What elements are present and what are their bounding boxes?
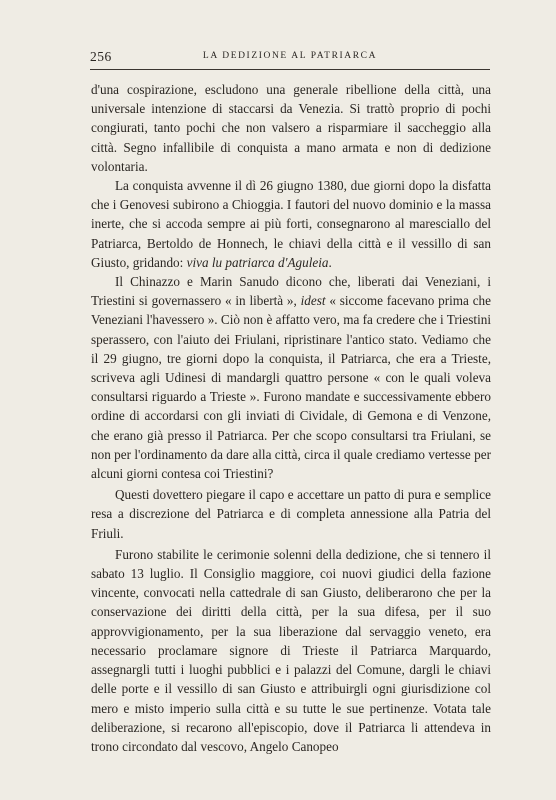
running-title: LA DEDIZIONE AL PATRIARCA: [202, 51, 378, 61]
italic-quote: viva lu patriarca d'Aguleia: [186, 254, 329, 270]
paragraph-5: Furono stabilite le cerimonie solenni della dedizione, che si tennero il sabato 13 luglio. Il Consiglio maggiore, coi nuovi giudici della fazione vincente, convocati nella cattedrale di san Giusto, deliberarono che per la conservazione dei diritti della città, per la sua difesa, per il suo approvvigionamento, per la sua liberazione dal servaggio veneto, era necessario proclamare signore di Trieste il Patriarca Marquardo, assegnargli tutti i luoghi pubblici e i palazzi del Comune, dargli le chiavi delle porte e il vessillo di san Giusto e attribuirgli ogni giurisdizione col mero e misto imperio sulla città e su tutte le sue pertinenze. Votata tale deliberazione, si recarono all'episcopio, dove il Patriarca li attendeva in trono circondato dal vescovo, Angelo Canopeo: [91, 546, 491, 754]
page-header: [90, 47, 490, 70]
page-number: 256: [90, 49, 112, 64]
paragraph-3: Il Chinazzo e Marin Sanudo dicono che, liberati dai Veneziani, i Triestini si governassero « in libertà », idest « siccome facevano prima che Veneziani l'havessero ». Ciò non è affatto vero, ma fa credere che i Triestini sperassero, con l'aiuto dei Friulani, ripristinare l'antico stato. Vediamo che il 29 giugno, tre giorni dopo la conquista, il Patriarca, che era a Trieste, scriveva agli Udinesi di mandargli quattro persone « con le quali voleva consultarsi riguardo a Trieste ». Furono mandate e successivamente ebbero ordine di accordarsi con gli inviati di Cividale, di Gemona e di Venzone, che erano già presso il Patriarca. Per che scopo consultarsi tra Friulani, se non per l'ordinamento da dare alla città, circa il quale crediamo vertesse per alcuni giorni contesa coi Triestini?: [91, 274, 491, 482]
body-text: [91, 80, 491, 756]
paragraph-4: Questi dovettero piegare il capo e accettare un patto di pura e semplice resa a discrezione del Patriarca e di completa annessione alla Patria del Friuli.: [91, 487, 491, 541]
paragraph-1: d'una cospirazione, escludono una generale ribellione della città, una universale intenzione di staccarsi da Venezia. Si trattò proprio di pochi congiurati, tanto pochi che non valsero a risparmiare il saccheggio alla città. Segno infallibile di conquista a mano armata e non di dedizione volontaria.: [91, 82, 491, 174]
italic-word: idest: [300, 293, 326, 309]
paragraph-2: La conquista avvenne il dì 26 giugno 1380, due giorni dopo la disfatta che i Genovesi subirono a Chioggia. I fautori del nuovo dominio e la massa inerte, che si accoda sempre ai più forti, consegnarono al maresciallo del Patriarca, Bertoldo de Honnech, le chiavi della città e il vessillo di san Giusto, gridando: viva lu patriarca d'Aguleia.: [91, 178, 491, 270]
